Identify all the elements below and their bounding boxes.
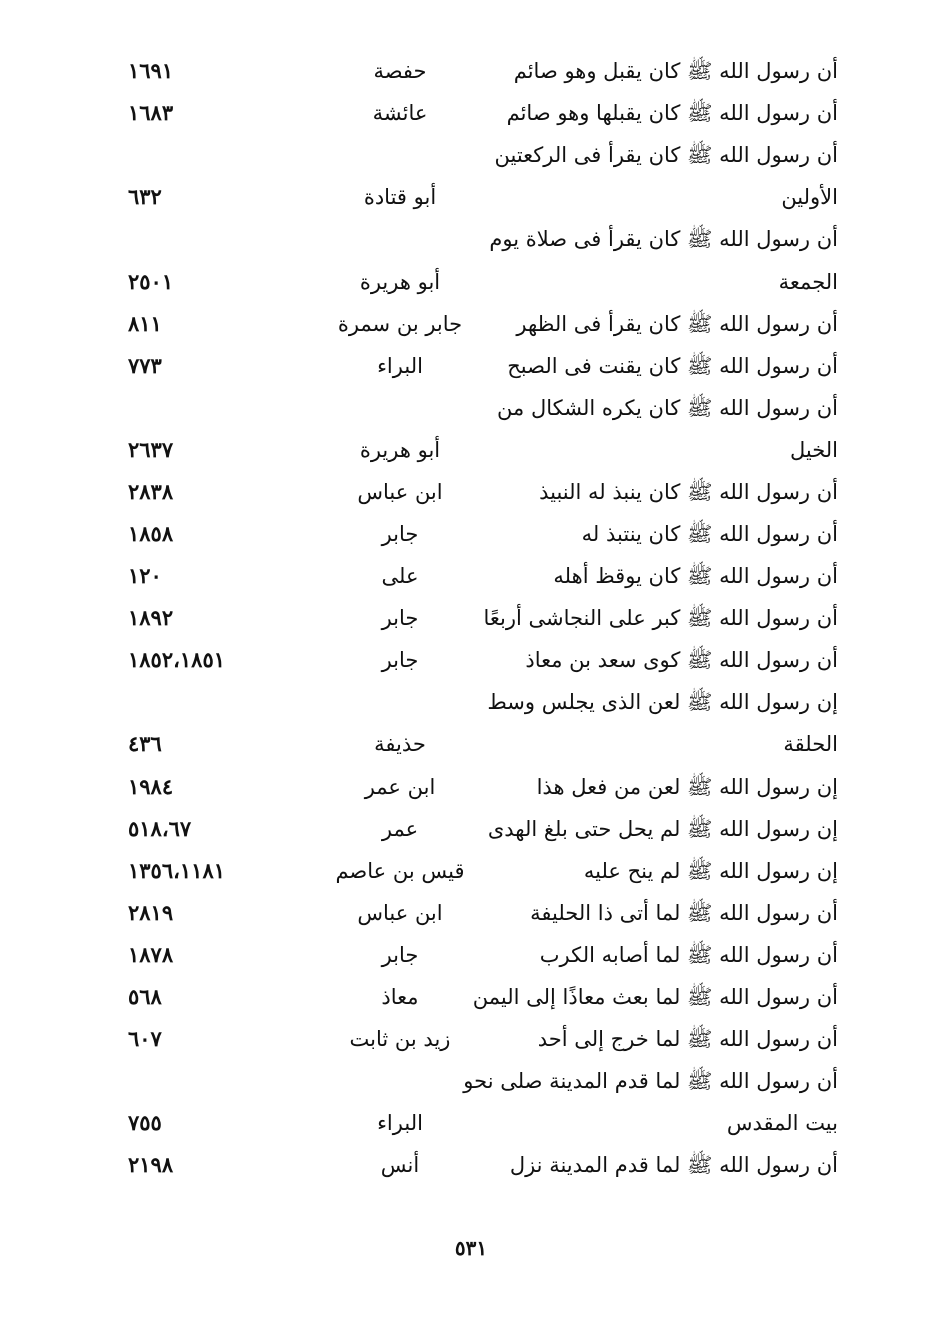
narrator-name: عمر xyxy=(381,817,419,841)
index-row xyxy=(0,471,943,513)
hadith-number: ٦٣٢ xyxy=(128,184,162,209)
hadith-number: ١٢٠ xyxy=(128,563,162,588)
narrator-name: جابر xyxy=(381,943,419,967)
hadith-number: ١٨٩٢ xyxy=(128,605,174,630)
narrator-name: جابر بن سمرة xyxy=(337,312,463,336)
narrator-name: عائشة xyxy=(372,101,428,125)
hadith-number xyxy=(128,387,278,429)
hadith-number xyxy=(128,218,278,260)
narrator-name: ابن عمر xyxy=(364,775,436,799)
hadith-number: ٦٠٧ xyxy=(128,1026,162,1051)
hadith-text: أن رسول الله ﷺ كان يقبل وهو صائم xyxy=(513,59,838,83)
index-row xyxy=(0,681,943,723)
hadith-text: إن رسول الله ﷺ لعن من فعل هذا xyxy=(536,775,838,799)
index-row xyxy=(0,639,943,681)
narrator-name: جابر xyxy=(381,522,419,546)
index-row xyxy=(0,850,943,892)
hadith-text: إن رسول الله ﷺ لم ينح عليه xyxy=(583,859,838,883)
index-row xyxy=(0,50,943,92)
narrator-name: قيس بن عاصم xyxy=(335,859,465,883)
index-row xyxy=(0,261,943,303)
hadith-text: أن رسول الله ﷺ كوى سعد بن معاذ xyxy=(525,648,838,672)
hadith-number: ٤٣٦ xyxy=(128,731,162,756)
narrator-name: زيد بن ثابت xyxy=(349,1027,451,1051)
hadith-text: إن رسول الله ﷺ لم يحل حتى بلغ الهدى xyxy=(487,817,838,841)
index-row xyxy=(0,218,943,260)
narrator-name: أنس xyxy=(380,1153,420,1177)
hadith-text: أن رسول الله ﷺ كان ينتبذ له xyxy=(581,522,838,546)
index-row xyxy=(0,513,943,555)
index-row xyxy=(0,176,943,218)
narrator-name: جابر xyxy=(381,648,419,672)
hadith-number: ٧٥٥ xyxy=(128,1110,162,1135)
hadith-text: إن رسول الله ﷺ لعن الذى يجلس وسط xyxy=(487,690,838,714)
hadith-number: ١٦٨٣ xyxy=(128,100,174,125)
narrator-name: جابر xyxy=(381,606,419,630)
index-row xyxy=(0,1102,943,1144)
hadith-number: ٢١٩٨ xyxy=(128,1152,174,1177)
hadith-number: ٧٧٣ xyxy=(128,353,162,378)
hadith-number: ١٨٥٢،١٨٥١ xyxy=(128,647,226,672)
index-row xyxy=(0,555,943,597)
hadith-number: ١٩٨٤ xyxy=(128,774,174,799)
narrator-name: أبو قتادة xyxy=(363,185,437,209)
narrator-name xyxy=(300,681,500,723)
hadith-text: أن رسول الله ﷺ كان يكره الشكال من xyxy=(497,396,838,420)
index-row xyxy=(0,429,943,471)
narrator-name: البراء xyxy=(377,354,423,378)
hadith-text: أن رسول الله ﷺ كبر على النجاشى أربعًا xyxy=(483,606,838,630)
hadith-text: أن رسول الله ﷺ لما أصابه الكرب xyxy=(539,943,838,967)
hadith-text: الأولين xyxy=(781,185,838,209)
hadith-number xyxy=(128,134,278,176)
hadith-text: أن رسول الله ﷺ كان يقرأ فى الظهر xyxy=(516,312,838,336)
hadith-number: ١٣٥٦،١١٨١ xyxy=(128,858,226,883)
index-row xyxy=(0,892,943,934)
hadith-text: أن رسول الله ﷺ كان يقبلها وهو صائم xyxy=(506,101,838,125)
hadith-number: ٥٦٨ xyxy=(128,984,162,1009)
hadith-number: ٢٨١٩ xyxy=(128,900,174,925)
narrator-name: معاذ xyxy=(381,985,419,1009)
index-row xyxy=(0,597,943,639)
index-row xyxy=(0,92,943,134)
narrator-name: على xyxy=(381,564,419,588)
hadith-number: ٨١١ xyxy=(128,311,162,336)
hadith-text: أن رسول الله ﷺ لما قدم المدينة نزل xyxy=(509,1153,838,1177)
index-row xyxy=(0,387,943,429)
narrator-name xyxy=(300,134,500,176)
hadith-text: أن رسول الله ﷺ لما أتى ذا الحليفة xyxy=(530,901,838,925)
hadith-number: ٢٦٣٧ xyxy=(128,437,174,462)
hadith-number: ٢٨٣٨ xyxy=(128,479,174,504)
index-row xyxy=(0,808,943,850)
narrator-name: حفصة xyxy=(373,59,427,83)
narrator-name: ابن عباس xyxy=(357,480,443,504)
hadith-text: أن رسول الله ﷺ كان يقرأ فى صلاة يوم xyxy=(489,227,838,251)
index-row xyxy=(0,134,943,176)
narrator-name xyxy=(300,1060,500,1102)
narrator-name: أبو هريرة xyxy=(359,270,441,294)
index-row xyxy=(0,1018,943,1060)
hadith-number: ٥١٨،٦٧ xyxy=(128,816,192,841)
hadith-text: أن رسول الله ﷺ كان يوقظ أهله xyxy=(553,564,838,588)
narrator-name xyxy=(300,387,500,429)
narrator-name: حذيفة xyxy=(374,732,426,756)
hadith-text: بيت المقدس xyxy=(726,1111,838,1135)
index-row xyxy=(0,766,943,808)
index-row xyxy=(0,934,943,976)
hadith-text: أن رسول الله ﷺ لما بعث معاذًا إلى اليمن xyxy=(472,985,838,1009)
index-row xyxy=(0,1060,943,1102)
hadith-number: ١٨٥٨ xyxy=(128,521,174,546)
narrator-name xyxy=(300,218,500,260)
hadith-text: أن رسول الله ﷺ كان ينبذ له النبيذ xyxy=(539,480,838,504)
hadith-text: الجمعة xyxy=(778,270,838,294)
hadith-text: أن رسول الله ﷺ كان يقنت فى الصبح xyxy=(507,354,838,378)
index-row xyxy=(0,976,943,1018)
hadith-text: الحلقة xyxy=(783,732,838,756)
narrator-name: ابن عباس xyxy=(357,901,443,925)
index-row xyxy=(0,723,943,765)
hadith-number: ١٨٧٨ xyxy=(128,942,174,967)
hadith-text: الخيل xyxy=(789,438,838,462)
hadith-text: أن رسول الله ﷺ كان يقرأ فى الركعتين xyxy=(494,143,838,167)
hadith-text: أن رسول الله ﷺ لما خرج إلى أحد xyxy=(537,1027,838,1051)
index-row xyxy=(0,1144,943,1186)
narrator-name: أبو هريرة xyxy=(359,438,441,462)
index-row xyxy=(0,303,943,345)
hadith-number xyxy=(128,1060,278,1102)
hadith-text: أن رسول الله ﷺ لما قدم المدينة صلى نحو xyxy=(463,1069,838,1093)
page-number: ٥٣١ xyxy=(454,1236,488,1260)
hadith-number: ١٦٩١ xyxy=(128,58,174,83)
narrator-name: البراء xyxy=(377,1111,423,1135)
index-row xyxy=(0,345,943,387)
hadith-number xyxy=(128,681,278,723)
hadith-number: ٢٥٠١ xyxy=(128,269,174,294)
